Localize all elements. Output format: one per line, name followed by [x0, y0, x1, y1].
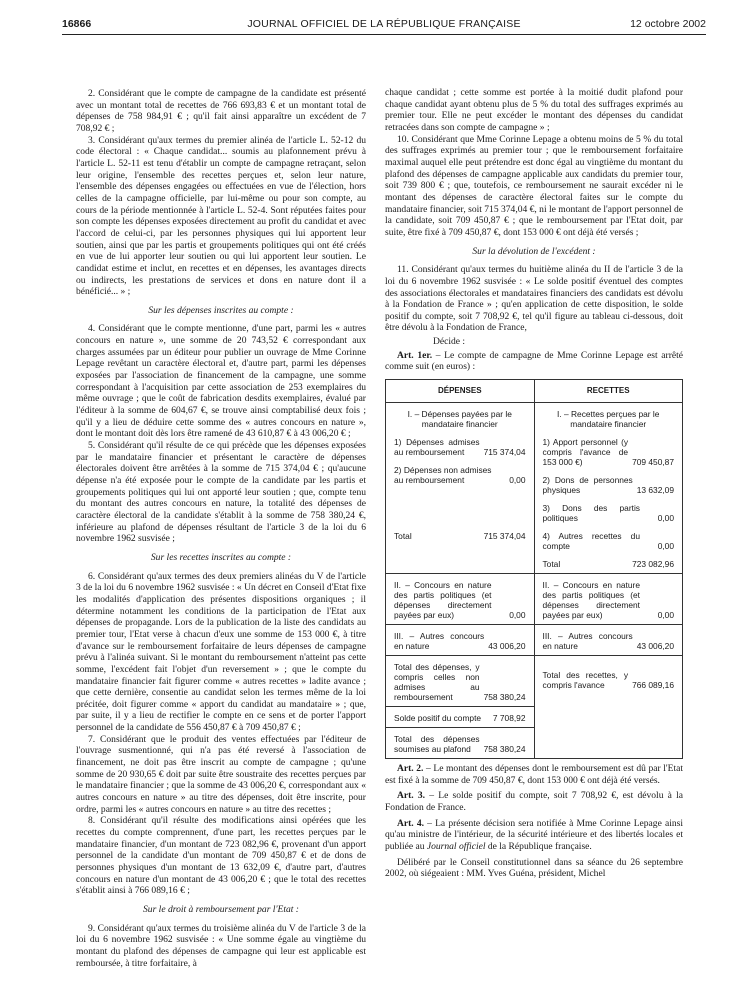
paragraph-6: 6. Considérant qu'aux termes des deux premiers alinéas du V de l'article 3 de la loi du 6 novembre 1962 susvisée : « Un décret en Conseil d'Etat fixe les modalités d'application des présentes dispositions organiques ; il détermine notamment les conditions de la participation de l'Etat aux dépenses de propagande. Lors de la publication de la liste des candidats au premier tour, l'Etat verse à chacun d'eux une somme de 153 000 €, à titre d'avance sur le remboursement forfaitaire de leurs dépenses de campagne prévu à l'alinéa suivant. Si le montant du remboursement n'atteint pas cette somme, l'excédent fait l'objet d'un reversement » ; que le compte du mandataire financier fait figurer comme « autres recettes » ladite avance ; que cette dernière, consentie au candidat selon les termes même de la loi précitée, doit figurer comme « apport du candidat au mandataire » ; que, par suite, il y a lieu de rectifier le compte en ce sens et de porter l'apport personnel de la candidate de 556 450,87 € à 709 450,87 € ;	[76, 570, 366, 734]
receipts-section-1	[534, 403, 683, 574]
expenses-section-1	[386, 403, 535, 574]
paragraph-4: 4. Considérant que le compte mentionne, d'une part, parmi les « autres concours en nature », une somme de 20 743,52 € correspondant aux charges assumées par un éditeur pour publier un ouvrage de Mme Corinne Lepage revêtant un caractère électoral et, d'autre part, parmi les dépenses exposées par l'association de financement de la campagne, une somme correspondant à l'acquisition par cette association de 253 exemplaires du même ouvrage ; que le coût de fabrication desdits exemplaires, évalué par l'éditeur à la somme de 604,67 €, se trouve ainsi comptabilisé deux fois ; qu'il y a lieu de déduire cette somme des « autres concours en nature », dont le montant doit dès lors être ramené de 43 610,87 € à 43 006,20 € ;	[76, 323, 366, 440]
receipts-total-label: Total	[542, 559, 561, 570]
issue-date: 12 octobre 2002	[630, 18, 706, 30]
positive-balance-label: Solde positif du compte	[394, 713, 482, 724]
receipts-other-in-kind-value: 43 006,20	[636, 641, 674, 652]
receipt-individual-donations-value: 13 632,09	[636, 485, 674, 496]
section-heading-recettes: Sur les recettes inscrites au compte :	[150, 551, 292, 563]
expenses-section-1-title: I. – Dépenses payées par le mandataire financier	[407, 409, 512, 430]
receipts-other-in-kind-label: III. – Autres concours en nature	[542, 631, 633, 652]
receipt-other-label: 4) Autres recettes du compte	[542, 531, 640, 552]
paragraph-9-continued: chaque candidat ; cette somme est portée à la moitié dudit plafond pour chaque candidat ayant obtenu plus de 5 % du total des suffrages exprimés au premier tour. Elle ne peut excéder le montant des dépenses du candidat retracées dans son compte de campagne » ;	[385, 87, 683, 133]
paragraph-3: 3. Considérant qu'aux termes du premier alinéa de l'article L. 52-12 du code électoral : « Chaque candidat... soumis au plafonnement prévu à l'article L. 52-11 est tenu d'établir un compte de campagne retraçant, selon leur origine, l'ensemble des recettes perçues et, selon leur nature, l'ensemble des dépenses engagées ou effectuées en vue de l'élection, hors celles de la campagne officielle, par lui-même ou pour son compte, au cours de la période mentionnée à l'article L. 52-4. Sont réputées faites pour son compte les dépenses exposées directement au profit du candidat et avec l'accord de celui-ci, par les personnes physiques qui lui apportent leur soutien, ainsi que par les partis et groupements politiques qui ont été créés en vue de lui apporter leur soutien ou qui lui apportent leur soutien. Le candidat estime et inclut, en recettes et en dépenses, les avantages directs ou indirects, les prestations de services et dons en nature dont il a bénéficié... » ;	[76, 134, 366, 298]
expenses-grand-total-label: Total des dépenses, y compris celles non admises au remboursement	[394, 662, 480, 703]
receipts-header: RECETTES	[534, 380, 683, 403]
article-2	[385, 763, 683, 786]
article-3	[385, 790, 683, 813]
positive-balance	[386, 707, 535, 728]
left-column	[76, 88, 366, 969]
paragraph-5: 5. Considérant qu'il résulte de ce qui précède que les dépenses exposées par le mandataire financier et présentant le caractère de dépenses électorales doivent être arrêtées à la somme de 715 374,04 € ; qu'aucune dépense n'a été exposée pour le compte de la candidate par les partis et groupements politiques qui lui ont apporté leur soutien ; que, compte tenu du montant des autres concours en nature, la totalité des dépenses de caractère électoral de la candidate s'établit à la somme de 758 380,24 €, inférieure au plafond de dépenses résultant de l'article 3 de la loi du 6 novembre 1962 susvisée ;	[76, 440, 366, 545]
section-heading-depenses: Sur les dépenses inscrites au compte :	[148, 304, 294, 316]
expense-admitted-label: 1) Dépenses admises au remboursement	[394, 437, 480, 458]
page-header	[62, 18, 706, 34]
article-2-text: – Le montant des dépenses dont le remboursement est dû par l'Etat est fixé à la somme de 709 450,87 €, dont 153 000 € ont déjà été versés.	[385, 763, 683, 786]
expenses-section-3	[386, 625, 535, 656]
receipt-individual-donations-label: 2) Dons de personnes physiques	[542, 475, 633, 496]
journal-officiel-reference: Journal officiel	[426, 841, 486, 853]
header-rule	[62, 34, 706, 35]
article-4-label: Art. 4.	[397, 817, 425, 829]
article-3-label: Art. 3.	[397, 790, 426, 802]
receipts-grand-total-label: Total des recettes, y compris l'avance	[542, 670, 629, 691]
receipts-party-contributions-label: II. – Concours en nature des partis politiques (et dépenses directement payées par eux)	[542, 580, 640, 621]
receipts-grand-total-value: 766 089,16	[632, 680, 674, 691]
expenses-total-value: 715 374,04	[483, 531, 526, 542]
paragraph-11: 11. Considérant qu'aux termes du huitième alinéa du II de l'article 3 de la loi du 6 novembre 1962 susvisée : « Le solde positif éventuel des comptes des associations électorales et mandataires financiers des candidats est dévolu à la Fondation de France » ; qu'en application de cette disposition, le solde positif du compte, soit 7 708,92 €, tel qu'il figure au tableau ci-dessous, doit être dévolu à la Fondation de France,	[385, 264, 683, 334]
receipts-section-1-title: I. – Recettes perçues par le mandataire financier	[557, 409, 660, 430]
article-4-text-a: – La présente décision sera notifiée à Mme Corinne Lepage ainsi qu'au ministre de l'intérieur, de la sécurité intérieure et des libertés locales et publiée au	[385, 817, 683, 853]
expenses-grand-total	[386, 656, 535, 707]
article-1	[385, 350, 683, 373]
paragraph-9: 9. Considérant qu'aux termes du troisième alinéa du V de l'article 3 de la loi du 6 novembre 1962 susvisée : « Une somme égale au vingtième du montant du plafond des dépenses de campagne qui leur est applicable est remboursée, à titre forfaitaire, à	[76, 922, 366, 969]
receipts-party-contributions-value: 0,00	[657, 610, 674, 621]
expenses-subject-to-ceiling-value: 758 380,24	[483, 744, 526, 755]
expenses-total-label: Total	[394, 531, 412, 542]
paragraph-2: 2. Considérant que le compte de campagne de la candidate est présenté avec un montant total de recettes de 766 693,83 € et un montant total de dépenses de 758 984,91 € ; qu'il fait ainsi apparaître un excédent de 7 708,92 € ;	[76, 88, 366, 134]
expense-not-admitted-label: 2) Dépenses non admises au remboursement	[394, 465, 492, 486]
closing-paragraph: Délibéré par le Conseil constitutionnel dans sa séance du 26 septembre 2002, où siégeaient : MM. Yves Guéna, président, Michel	[385, 856, 683, 880]
receipt-other-value: 0,00	[657, 541, 674, 552]
receipts-grand-total	[534, 656, 683, 759]
article-1-label: Art. 1er.	[397, 349, 433, 361]
article-2-label: Art. 2.	[397, 763, 424, 775]
expenses-party-contributions-label: II. – Concours en nature des partis politiques (et dépenses directement payées par eux)	[394, 580, 492, 621]
article-4-text-b: de la République française.	[485, 841, 592, 853]
campaign-account-table	[385, 379, 683, 759]
page-number: 16866	[62, 18, 92, 30]
expenses-subject-to-ceiling	[386, 728, 535, 759]
receipt-party-donations-label: 3) Dons des partis politiques	[542, 503, 640, 524]
right-column	[385, 87, 683, 880]
expense-admitted-value: 715 374,04	[483, 447, 526, 458]
decide-label: Décide :	[433, 336, 466, 348]
receipts-section-3	[534, 625, 683, 656]
expenses-party-contributions-value: 0,00	[509, 610, 526, 621]
article-3-text: – Le solde positif du compte, soit 7 708,92 €, est dévolu à la Fondation de France.	[385, 790, 683, 814]
receipt-personal-contribution-value: 709 450,87	[632, 457, 674, 468]
section-heading-excedent: Sur la dévolution de l'excédent :	[472, 245, 596, 257]
positive-balance-value: 7 708,92	[492, 713, 526, 724]
expenses-header: DÉPENSES	[386, 380, 535, 403]
expenses-section-2	[386, 574, 535, 625]
receipts-section-2	[534, 574, 683, 625]
paragraph-10: 10. Considérant que Mme Corinne Lepage a obtenu moins de 5 % du total des suffrages exprimés au premier tour ; que le remboursement forfaitaire maximal auquel elle peut prétendre est donc égal au vingtième du montant du plafond des dépenses de campagne applicable aux candidats du premier tour, soit 739 800 € ; que, toutefois, ce remboursement ne saurait excéder ni le montant des dépenses de caractère électoral faites sur le compte du mandataire financier, soit 715 374,04 €, ni le montant de l'apport personnel de la candidate, soit 709 450,87 € ; que le remboursement par l'Etat doit, par suite, être fixé à 709 450,87 €, dont 153 000 € ont déjà été versés ;	[385, 133, 684, 238]
article-1-text: – Le compte de campagne de Mme Corinne Lepage est arrêté comme suit (en euros) :	[385, 349, 683, 373]
receipt-party-donations-value: 0,00	[657, 513, 674, 524]
article-4	[385, 818, 683, 853]
paragraph-8: 8. Considérant qu'il résulte des modifications ainsi opérées que les recettes du compte comprennent, d'une part, les recettes perçues par le mandataire financier, d'un montant de 723 082,96 €, provenant d'un apport personnel de la candidate d'un montant de 709 450,87 € et de dons de personnes physiques d'un montant de 13 632,09 €, d'autre part, d'autres concours en nature d'un montant de 43 006,20 € ; que le total des recettes s'établit ainsi à 766 089,16 € ;	[76, 815, 366, 897]
paragraph-7: 7. Considérant que le produit des ventes effectuées par l'éditeur de l'ouvrage susmentionné, qui n'a pas été reversé à l'association de financement, ne doit pas être inscrit au compte de campagne ; qu'une somme de 20 930,65 € doit par suite être soustraite des recettes perçues par le mandataire financier ; que la somme de 43 006,20 €, correspondant aux « autres concours en nature » au titre des dépenses, doit être inscrite, pour ordre, parmi les « autres concours en nature » au titre des recettes ;	[76, 733, 366, 815]
section-heading-remboursement: Sur le droit à remboursement par l'Etat :	[143, 903, 299, 915]
receipts-total-value: 723 082,96	[632, 559, 674, 570]
expenses-grand-total-value: 758 380,24	[483, 692, 526, 703]
expenses-other-in-kind-value: 43 006,20	[488, 641, 526, 652]
expenses-subject-to-ceiling-label: Total des dépenses soumises au plafond	[394, 734, 480, 755]
journal-title: JOURNAL OFFICIEL DE LA RÉPUBLIQUE FRANÇAISE	[247, 18, 521, 30]
expenses-other-in-kind-label: III. – Autres concours en nature	[394, 631, 485, 652]
expense-not-admitted-value: 0,00	[509, 475, 526, 486]
receipt-personal-contribution-label: 1) Apport personnel (y compris l'avance de 153 000 €)	[542, 437, 629, 468]
